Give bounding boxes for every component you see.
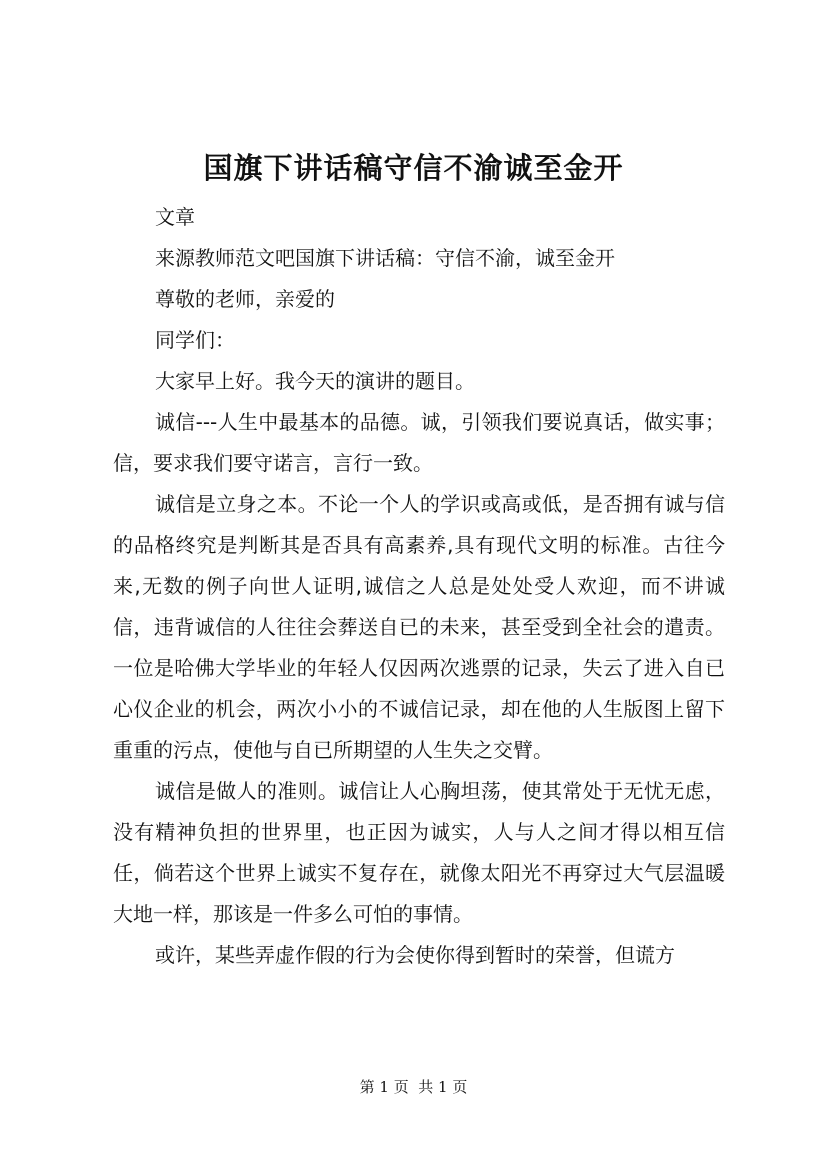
paragraph: 诚信是立身之本。不论一个人的学识或高或低，是否拥有诚与信的品格终究是判断其是否具有高素养,具有现代文明的标准。古往今来,无数的例子向世人证明,诚信之人总是处处受人欢迎，而不讲诚信，违背诚信的人往往会葬送自已的未来，甚至受到全社会的遣责。一位是哈佛大学毕业的年轻人仅因两次逃票的记录，失云了进入自已心仪企业的机会，两次小小的不诚信记录，却在他的人生版图上留下重重的污点，使他与自已所期望的人生失之交臂。 [113,492,725,762]
page-number: 第 1 页 共 1 页 [359,1078,468,1096]
document-title: 国旗下讲话稿守信不渝诚至金开 [203,151,624,185]
paragraph: 诚信---人生中最基本的品德。诚，引领我们要说真话，做实事；信，要求我们要守诺言，言行一致。 [113,410,725,475]
paragraph: 诚信是做人的准则。诚信让人心胸坦荡，使其常处于无忧无虑，没有精神负担的世界里，也正因为诚实，人与人之间才得以相互信任，倘若这个世界上诚实不复存在，就像太阳光不再穿过大气层温暖大地一样，那该是一件多么可怕的事情。 [113,779,725,926]
paragraph: 大家早上好。我今天的演讲的题目。 [155,369,475,393]
page-footer [0,1077,827,1097]
paragraph: 同学们： [155,328,235,352]
document-body [113,197,725,976]
paragraph: 文章 [155,205,195,229]
paragraph: 尊敬的老师，亲爱的 [155,287,335,311]
paragraph: 来源教师范文吧国旗下讲话稿：守信不渝，诚至金开 [155,246,615,270]
paragraph: 或许，某些弄虚作假的行为会使你得到暂时的荣誉，但谎方 [155,943,675,967]
